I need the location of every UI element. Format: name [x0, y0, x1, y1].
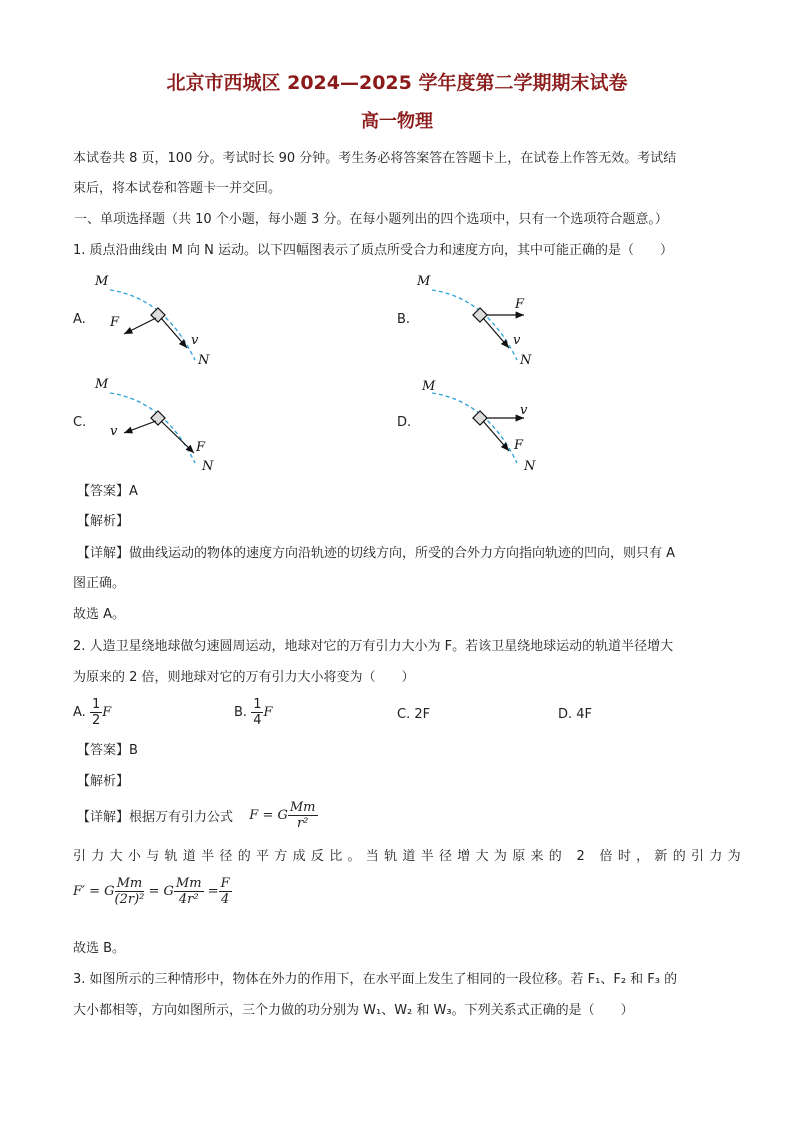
q2-detail-2: 引力大小与轨道半径的平方成反比。当轨道半径增大为原来的 2 倍时，新的引力为 [73, 849, 746, 864]
q1-diagram-a [90, 270, 230, 370]
q2-analysis: 【解析】 [77, 774, 130, 789]
q2-stem-2: 为原来的 2 倍，则地球对它的万有引力大小将变为（ ） [73, 670, 415, 685]
label-n: N [524, 459, 536, 473]
denominator: 4 [220, 892, 230, 907]
option-label: B. [234, 705, 248, 720]
denominator: 4 [253, 713, 262, 728]
label-n: N [202, 459, 214, 473]
intro-line-2: 束后，将本试卷和答题卡一并交回。 [73, 181, 282, 196]
q1-conclusion: 故选 A。 [73, 607, 126, 622]
label-m: M [95, 377, 109, 392]
formula-fraction-1 [115, 876, 145, 907]
label-v: v [513, 333, 521, 348]
q1-diagram-d [412, 373, 552, 473]
trajectory-curve [432, 290, 517, 360]
formula-fraction [288, 800, 318, 831]
label-f: F [514, 438, 524, 453]
q2-conclusion: 故选 B。 [73, 941, 126, 956]
q1-diagram-c [90, 373, 230, 473]
numerator: Mm [115, 876, 145, 892]
q1-detail-2: 图正确。 [73, 576, 126, 591]
label-v: v [110, 424, 118, 439]
q1-option-b-label: B. [397, 312, 411, 327]
label-n: N [520, 353, 532, 368]
q2-formula-2 [73, 876, 232, 907]
q2-option-b [234, 697, 273, 728]
option-label: A. [73, 705, 86, 720]
denominator: 4r² [178, 892, 199, 907]
q1-answer: 【答案】A [77, 484, 138, 499]
intro-line-1: 本试卷共 8 页，100 分。考试时长 90 分钟。考生务必将答案答在答题卡上，在试卷上作答无效。考试结 [73, 151, 677, 166]
force-arrow [161, 421, 194, 453]
fraction [251, 697, 263, 728]
q2-option-a [73, 697, 111, 728]
trajectory-curve [110, 393, 195, 463]
q1-option-a-label: A. [73, 312, 86, 327]
velocity-arrow [161, 318, 187, 348]
q2-option-c: C. 2F [397, 707, 431, 722]
detail-text: 【详解】根据万有引力公式 [77, 810, 234, 825]
q1-option-d-label: D. [397, 415, 412, 430]
label-m: M [422, 379, 436, 394]
label-v: v [191, 333, 199, 348]
variable: F [102, 705, 112, 720]
formula-fraction-2 [174, 876, 204, 907]
label-m: M [417, 274, 431, 289]
velocity-arrow [483, 318, 509, 348]
label-n: N [198, 353, 210, 368]
velocity-arrow [124, 421, 156, 433]
q2-stem-1: 2. 人造卫星绕地球做匀速圆周运动，地球对它的万有引力大小为 F。若该卫星绕地球运动的轨道半径增大 [73, 639, 674, 654]
numerator: Mm [289, 800, 316, 815]
section-heading: 一、单项选择题（共 10 个小题，每小题 3 分。在每小题列出的四个选项中，只有一个选项符合题意。） [74, 212, 668, 227]
denominator: (2r)² [114, 892, 145, 907]
formula-fraction-3 [219, 876, 232, 907]
trajectory-curve [110, 290, 195, 360]
q3-stem-2: 大小都相等，方向如图所示，三个力做的功分别为 W₁、W₂ 和 W₃。下列关系式正确的是（ ） [73, 1003, 634, 1018]
numerator: Mm [175, 876, 202, 891]
fraction [90, 697, 102, 728]
force-arrow [483, 421, 509, 451]
q2-answer: 【答案】B [77, 743, 138, 758]
numerator: F [220, 876, 230, 891]
label-v: v [520, 403, 528, 418]
formula-eq: = [207, 884, 219, 899]
q3-stem-1: 3. 如图所示的三种情形中，物体在外力的作用下，在水平面上发生了相同的一段位移。若 F₁、F₂ 和 F₃ 的 [73, 972, 678, 987]
q1-analysis: 【解析】 [77, 514, 130, 529]
force-arrow [124, 318, 156, 334]
page-subtitle: 高一物理 [361, 111, 433, 132]
denominator: r² [296, 816, 309, 831]
denominator: 2 [91, 713, 101, 728]
q2-detail-1 [77, 800, 318, 831]
q1-detail-1: 【详解】做曲线运动的物体的速度方向沿轨迹的切线方向，所受的合外力方向指向轨迹的凹向，则只有 A [77, 546, 676, 561]
q2-option-d: D. 4F [558, 707, 593, 722]
q1-diagram-b [412, 270, 552, 370]
numerator: 1 [91, 697, 101, 712]
q1-stem: 1. 质点沿曲线由 M 向 N 运动。以下四幅图表示了质点所受合力和速度方向，其中可能正确的是（ ） [73, 243, 674, 258]
page-title: 北京市西城区 2024—2025 学年度第二学期期末试卷 [166, 72, 628, 94]
label-f: F [110, 315, 120, 330]
formula-lhs: F′ = G [73, 884, 115, 899]
q1-option-c-label: C. [73, 415, 87, 430]
variable: F [263, 705, 273, 720]
numerator: 1 [253, 697, 262, 712]
label-f: F [515, 297, 525, 312]
formula-mid: = G [148, 884, 174, 899]
label-m: M [95, 274, 109, 289]
trajectory-curve [432, 393, 517, 463]
formula-lhs: F = G [249, 808, 288, 823]
label-f: F [196, 440, 206, 455]
